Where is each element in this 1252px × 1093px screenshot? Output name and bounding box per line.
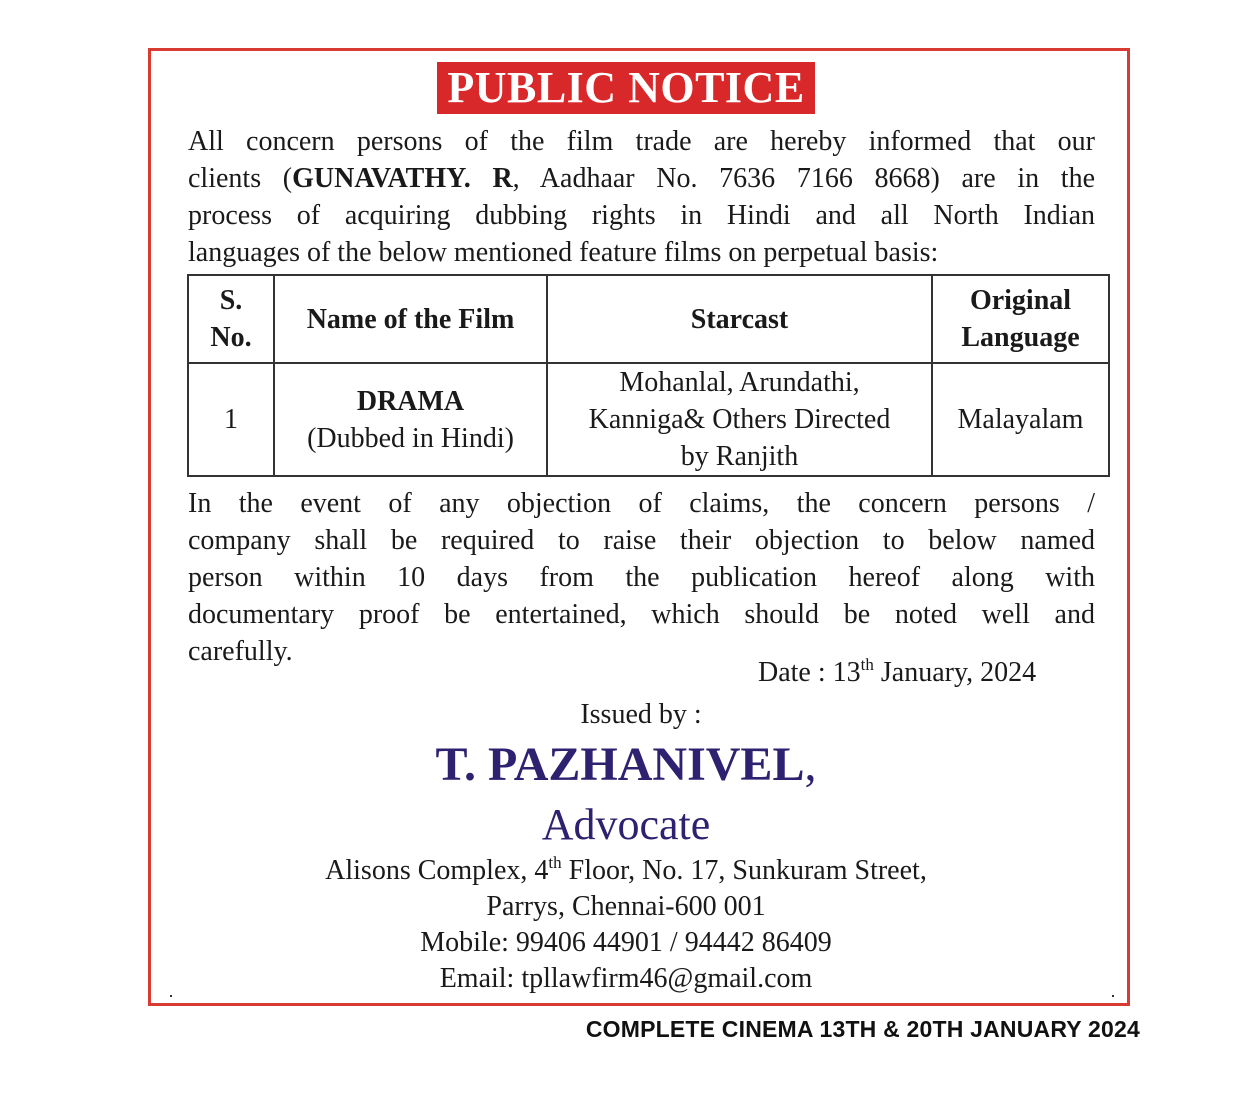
issuer-name-comma: , bbox=[804, 738, 817, 791]
corner-dot bbox=[1112, 995, 1114, 997]
intro-line: All concern persons of the film trade are hereby informed that our bbox=[188, 126, 1095, 157]
issuer-role: Advocate bbox=[541, 800, 711, 849]
header-starcast: Starcast bbox=[547, 275, 932, 363]
date-text: January, 2024 bbox=[873, 657, 1037, 688]
issuer-name-text: T. PAZHANIVEL bbox=[435, 738, 805, 791]
intro-line: process of acquiring dubbing rights in Hindi and all North Indian bbox=[188, 200, 1095, 231]
objection-line: carefully. bbox=[188, 636, 293, 667]
address-suffix: th bbox=[548, 853, 562, 872]
title-container bbox=[0, 62, 1252, 114]
intro-text: , Aadhaar No. 7636 7166 8668) are in the bbox=[512, 163, 1095, 194]
notice-title: PUBLIC NOTICE bbox=[437, 62, 814, 114]
film-title: DRAMA bbox=[356, 385, 465, 417]
intro-text: clients ( bbox=[188, 163, 293, 194]
publication-footer: COMPLETE CINEMA 13TH & 20TH JANUARY 2024 bbox=[585, 1016, 1140, 1042]
issued-by-label: Issued by : bbox=[580, 699, 702, 730]
films-table bbox=[187, 274, 1110, 477]
film-note: (Dubbed in Hindi) bbox=[307, 422, 514, 454]
issuer-address-line bbox=[0, 853, 1252, 889]
header-sno-line: No. bbox=[210, 322, 252, 353]
table-header-row bbox=[188, 275, 1109, 363]
date-text: Date : 13 bbox=[758, 657, 861, 688]
cell-starcast bbox=[547, 363, 932, 476]
intro-line: languages of the below mentioned feature films on perpetual basis: bbox=[188, 237, 939, 268]
header-sno bbox=[188, 275, 274, 363]
issuer-address-line: Parrys, Chennai-600 001 bbox=[486, 891, 766, 922]
intro-paragraph bbox=[188, 123, 1095, 271]
header-language-line: Language bbox=[961, 322, 1080, 353]
header-language bbox=[932, 275, 1109, 363]
intro-line bbox=[188, 160, 1095, 197]
header-sno-line: S. bbox=[219, 285, 243, 316]
objection-line: In the event of any objection of claims, the concern persons / bbox=[188, 488, 1095, 519]
header-language-line: Original bbox=[969, 285, 1072, 316]
header-film: Name of the Film bbox=[274, 275, 547, 363]
objection-line: person within 10 days from the publication hereof along with bbox=[188, 562, 1095, 593]
corner-dot bbox=[170, 995, 172, 997]
issuer-mobile: Mobile: 99406 44901 / 94442 86409 bbox=[420, 927, 832, 958]
issuer-email: Email: tpllawfirm46@gmail.com bbox=[439, 963, 813, 994]
objection-paragraph bbox=[188, 485, 1095, 670]
starcast-line: by Ranjith bbox=[680, 441, 799, 472]
starcast-line: Kanniga& Others Directed bbox=[588, 404, 891, 435]
cell-film bbox=[274, 363, 547, 476]
objection-line: documentary proof be entertained, which should be noted well and bbox=[188, 599, 1095, 630]
address-text: Alisons Complex, 4 bbox=[325, 855, 549, 886]
cell-language: Malayalam bbox=[932, 363, 1109, 476]
table-row bbox=[188, 363, 1109, 476]
notice-date bbox=[758, 657, 1036, 689]
date-suffix: th bbox=[860, 655, 874, 674]
cell-sno: 1 bbox=[188, 363, 274, 476]
starcast-line: Mohanlal, Arundathi, bbox=[619, 367, 860, 398]
issuer-name bbox=[0, 735, 1252, 795]
client-name: GUNAVATHY. R bbox=[292, 163, 513, 194]
objection-line: company shall be required to raise their objection to below named bbox=[188, 525, 1095, 556]
address-text: Floor, No. 17, Sunkuram Street, bbox=[561, 855, 927, 886]
